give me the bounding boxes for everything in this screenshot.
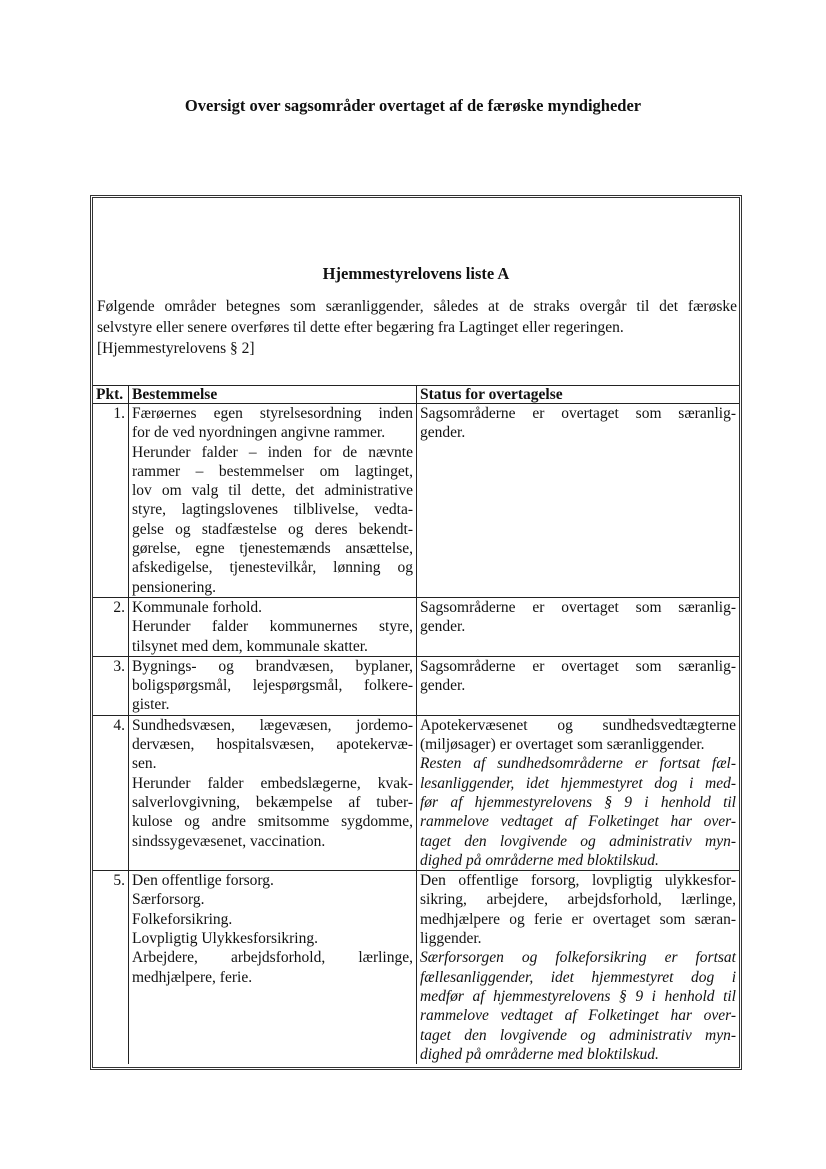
table-row	[93, 656, 739, 715]
status-cell	[417, 404, 740, 598]
cell-line: Apotekervæsenet og sundhedsvedtægterne	[420, 716, 736, 734]
header-pkt: Pkt.	[93, 386, 129, 404]
cell-line: kulose og andre smitsomme sygdomme,	[132, 813, 413, 831]
cell-line: Arbejdere, arbejdsforhold, lærlinge,	[132, 949, 413, 967]
cell-line: boligspørgsmål, lejespørgsmål, folkere-	[132, 677, 413, 695]
cell-line: Herunder falder kommunernes styre,	[132, 618, 413, 636]
bestemmelse-cell	[129, 715, 417, 870]
cell-line: Sagsområderne er overtaget som særanlig-	[420, 598, 736, 616]
cell-line: Kommunale forhold.	[132, 598, 263, 616]
bestemmelse-cell	[129, 871, 417, 1064]
cell-line: for de ved nyordningen angivne rammer.	[132, 424, 386, 442]
cell-line: gørelse, egne tjenestemænds ansættelse,	[132, 540, 413, 558]
cell-line: lesanliggender, idet hjemmestyret dog i med-	[420, 774, 736, 792]
table-row	[93, 597, 739, 656]
bestemmelse-cell	[129, 404, 417, 598]
cell-line: dighed på områderne med bloktilskud.	[420, 1045, 659, 1063]
intro-line: selvstyre eller senere overføres til dette efter begæring fra Lagtinget eller regeringen.	[97, 319, 624, 336]
cell-line: afskedigelse, tjenestevilkår, lønning og	[132, 559, 413, 577]
pkt-cell: 2.	[93, 597, 129, 656]
cell-line: medhjælpere, ferie.	[132, 968, 253, 986]
cell-line: gender.	[420, 677, 466, 695]
status-cell	[417, 656, 740, 715]
bestemmelse-cell	[129, 597, 417, 656]
cell-line: medhjælpere og ferie er overtaget som særan-	[420, 910, 736, 928]
status-cell	[417, 597, 740, 656]
cell-line: gelse og stadfæstelse og deres bekendt-	[132, 520, 413, 538]
cell-line: Herunder falder – inden for de nævnte	[132, 443, 413, 461]
cell-line: lov om valg til dette, det administrative	[132, 482, 413, 500]
document-title: Oversigt over sagsområder overtaget af de færøske myndigheder	[184, 96, 642, 115]
pkt-cell: 1.	[93, 404, 129, 598]
table-row	[93, 715, 739, 870]
cell-line: fællesanliggender, idet hjemmestyret dog i	[420, 968, 736, 986]
cell-line: Særforsorgen og folkeforsikring er fortsat	[420, 949, 736, 967]
table-row	[93, 871, 739, 1064]
cell-line: Den offentlige forsorg.	[132, 872, 274, 890]
cell-line: Sagsområderne er overtaget som særanlig-	[420, 657, 736, 675]
cell-line: gister.	[132, 696, 170, 714]
cell-line: Færøernes egen styrelsesordning inden	[132, 405, 413, 422]
cell-line: taget den lovgivende og administrativ myn-	[420, 1026, 736, 1044]
section-heading: Hjemmestyrelovens liste A	[322, 264, 510, 283]
cell-line: (miljøsager) er overtaget som særanliggender.	[420, 736, 705, 754]
cell-line: Resten af sundhedsområderne er fortsat fæl-	[420, 755, 736, 773]
bestemmelse-cell	[129, 656, 417, 715]
cell-line: taget den lovgivende og administrativ myn-	[420, 832, 736, 850]
liste-a-box	[90, 195, 742, 1070]
cell-line: sindssygevæsenet, vaccination.	[132, 832, 326, 850]
intro-line: Følgende områder betegnes som særanliggender, således at de straks overgår til det færøske	[97, 298, 737, 315]
table-row	[93, 404, 739, 598]
cell-line: gender.	[420, 424, 466, 442]
cell-line: Herunder falder embedslægerne, kvak-	[132, 774, 413, 792]
cell-line: pensionering.	[132, 578, 216, 596]
cell-line: salverlovgivning, bekæmpelse af tuber-	[132, 793, 413, 811]
header-bestemmelse: Bestemmelse	[129, 386, 417, 404]
pkt-cell: 4.	[93, 715, 129, 870]
cell-line: medfør af hjemmestyrelovens § 9 i henhold til	[420, 987, 736, 1005]
cell-line: gender.	[420, 618, 466, 636]
status-cell	[417, 715, 740, 870]
intro-paragraph	[97, 296, 737, 359]
pkt-cell: 5.	[93, 871, 129, 1064]
cell-line: rammelove vedtaget af Folketinget har over-	[420, 1007, 736, 1025]
cell-line: Sundhedsvæsen, lægevæsen, jordemo-	[132, 716, 413, 734]
cell-line: Folkeforsikring.	[132, 910, 233, 928]
cell-line: styre, lagtingslovenes tilblivelse, vedta-	[132, 501, 413, 519]
cell-line: tilsynet med dem, kommunale skatter.	[132, 637, 368, 655]
table-header-row	[93, 386, 739, 404]
sagsomraader-table	[93, 385, 739, 1064]
cell-line: Særforsorg.	[132, 891, 205, 909]
cell-line: Lovpligtig Ulykkesforsikring.	[132, 930, 318, 948]
cell-line: Sagsområderne er overtaget som særanlig-	[420, 405, 736, 422]
cell-line: rammelove vedtaget af Folketinget har over-	[420, 813, 736, 831]
cell-line: sikring, arbejdere, arbejdsforhold, lærlinge,	[420, 891, 736, 909]
cell-line: rammer – bestemmelser om lagtinget,	[132, 462, 413, 480]
intro-line: [Hjemmestyrelovens § 2]	[97, 340, 255, 357]
cell-line: sen.	[132, 755, 157, 773]
cell-line: før af hjemmestyrelovens § 9 i henhold til	[420, 793, 736, 811]
status-cell	[417, 871, 740, 1064]
cell-line: Bygnings- og brandvæsen, byplaner,	[132, 657, 413, 675]
header-status: Status for overtagelse	[417, 386, 740, 404]
pkt-cell: 3.	[93, 656, 129, 715]
cell-line: dervæsen, hospitalsvæsen, apotekervæ-	[132, 736, 413, 754]
cell-line: Den offentlige forsorg, lovpligtig ulykkesfor-	[420, 872, 736, 890]
cell-line: dighed på områderne med bloktilskud.	[420, 851, 659, 869]
cell-line: liggender.	[420, 930, 482, 948]
